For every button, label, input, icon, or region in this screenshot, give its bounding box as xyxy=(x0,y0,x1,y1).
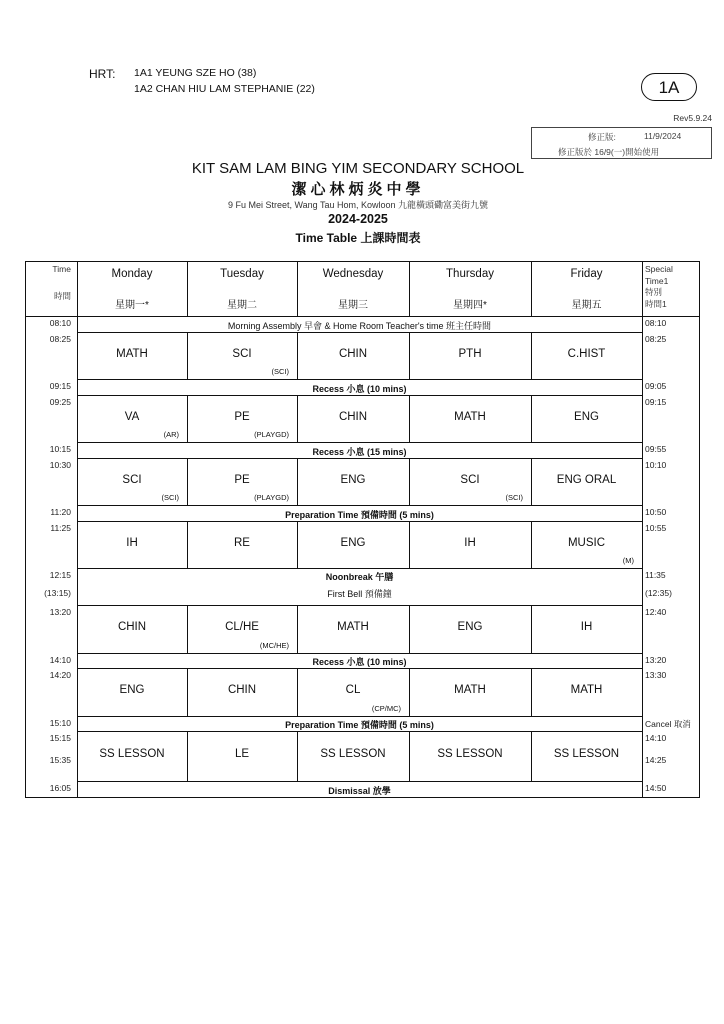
period-band: Recess 小息 (10 mins) xyxy=(312,383,407,394)
lesson-subject: PE xyxy=(234,410,250,423)
lesson-subject: SCI xyxy=(460,473,480,486)
row-divider xyxy=(77,605,642,606)
revision-box-label: 修正版: xyxy=(588,132,616,142)
school-year: 2024-2025 xyxy=(328,212,388,226)
time-header-en: Time xyxy=(52,264,71,274)
special-time: 12:40 xyxy=(645,607,667,617)
lesson-subject: ENG xyxy=(340,473,366,486)
period-band: Recess 小息 (10 mins) xyxy=(312,657,407,667)
row-divider xyxy=(77,781,642,782)
lesson-subject: CL xyxy=(345,684,361,696)
lesson-room: (PLAYGD) xyxy=(254,430,289,439)
start-time: 14:10 xyxy=(49,655,71,665)
lesson-time-2: 15:35 xyxy=(49,755,71,765)
lesson-subject: MATH xyxy=(454,410,486,423)
period-band: Morning Assembly 早會 & Home Room Teacher's time 班主任時間 xyxy=(227,320,492,331)
special-time: 13:20 xyxy=(645,655,667,665)
lesson-subject: MATH xyxy=(116,347,148,360)
lesson-room: (SCI) xyxy=(271,367,289,376)
special-time: 09:15 xyxy=(645,397,667,407)
row-divider xyxy=(77,716,642,717)
special-time: 10:10 xyxy=(645,460,667,470)
start-time: 08:25 xyxy=(49,334,71,344)
lesson-subject: MATH xyxy=(337,621,369,633)
lesson-room: (PLAYGD) xyxy=(254,493,289,502)
day-header-zh: 星期四* xyxy=(453,300,487,311)
header-divider xyxy=(25,316,77,317)
day-header-zh: 星期二 xyxy=(227,300,257,311)
special-time: 14:10 xyxy=(645,733,667,743)
start-time: 16:05 xyxy=(49,783,71,793)
lesson-subject: SS LESSON xyxy=(553,748,620,760)
row-divider xyxy=(77,379,642,380)
header-divider xyxy=(642,316,699,317)
lesson-subject: ENG xyxy=(457,621,483,633)
special-time-2: 14:25 xyxy=(645,755,667,765)
lesson-subject: SS LESSON xyxy=(437,748,503,760)
row-divider xyxy=(77,505,642,506)
start-time: 14:20 xyxy=(49,670,71,680)
special-time: Cancel 取消 xyxy=(645,719,691,729)
special-time: 10:55 xyxy=(645,523,667,533)
day-header-tuesday: Tuesday xyxy=(220,268,264,280)
lesson-subject: IH xyxy=(580,621,593,633)
lesson-subject: ENG xyxy=(340,536,366,549)
lesson-subject: IH xyxy=(464,536,476,549)
start-time: 11:20 xyxy=(50,507,71,517)
period-band: Dismissal 放學 xyxy=(328,785,391,796)
special-time: 13:30 xyxy=(645,670,667,680)
lesson-room: (MC/HE) xyxy=(259,641,289,650)
special-time: 11:35 xyxy=(645,570,666,580)
row-divider xyxy=(77,797,642,798)
school-address: 9 Fu Mei Street, Wang Tau Hom, Kowloon 九龍橫頭磡富美街九號 xyxy=(227,200,489,210)
revision-box-date: 11/9/2024 xyxy=(644,131,682,141)
special-time: 09:05 xyxy=(645,381,667,391)
day-header-zh: 星期五 xyxy=(571,300,602,311)
lesson-subject: RE xyxy=(234,536,250,549)
lesson-subject: SCI xyxy=(232,347,252,360)
start-time: 10:30 xyxy=(49,460,71,470)
hrt-teacher-2: 1A2 CHAN HIU LAM STEPHANIE (22) xyxy=(134,83,315,95)
lesson-room: (SCI) xyxy=(505,493,523,502)
lesson-subject: IH xyxy=(126,536,138,549)
start-time: 08:10 xyxy=(49,318,71,328)
hrt-label: HRT: xyxy=(89,67,116,81)
start-time: 09:25 xyxy=(49,397,71,407)
start-time: 10:15 xyxy=(49,444,71,454)
lesson-subject: CHIN xyxy=(117,621,147,633)
row-divider xyxy=(77,668,642,669)
lesson-subject: CHIN xyxy=(227,684,257,696)
lesson-subject: SCI xyxy=(122,473,142,486)
first-bell-band: First Bell 預備鐘 xyxy=(327,589,392,599)
lesson-subject: C.HIST xyxy=(567,347,606,360)
first-bell-special-time: (12:35) xyxy=(645,588,672,598)
special-time-header: Special xyxy=(645,264,673,274)
row-divider xyxy=(77,521,642,522)
time-header-zh: 時間 xyxy=(53,291,71,301)
special-time-header: Time1 xyxy=(645,275,669,286)
lesson-room: (CP/MC) xyxy=(371,704,401,713)
special-time-header: 時間1 xyxy=(645,298,667,309)
start-time: 15:10 xyxy=(49,718,71,728)
special-time: 09:55 xyxy=(645,444,667,454)
day-header-thursday: Thursday xyxy=(446,268,494,280)
lesson-subject: CL/HE xyxy=(225,621,259,633)
lesson-subject: CHIN xyxy=(338,347,368,360)
revision-box-effective: 修正版於 16/9(一)開始使用 xyxy=(558,147,660,157)
lesson-subject: LE xyxy=(234,748,250,760)
row-divider xyxy=(77,395,642,396)
first-bell-time: (13:15) xyxy=(44,588,71,598)
special-time: 08:25 xyxy=(645,334,667,344)
row-divider xyxy=(77,568,642,569)
lesson-subject: ENG xyxy=(119,684,145,696)
school-name-zh: 潔心林炳炎中學 xyxy=(291,181,425,198)
lesson-subject: CHIN xyxy=(338,410,368,423)
row-divider xyxy=(77,458,642,459)
special-time: 10:50 xyxy=(645,507,667,517)
day-header-wednesday: Wednesday xyxy=(322,268,384,280)
table-border-top xyxy=(25,261,700,262)
noonbreak-band: Noonbreak 午膳 xyxy=(325,572,394,582)
timetable-title: Time Table 上課時間表 xyxy=(295,231,421,245)
table-border-left xyxy=(25,261,26,797)
special-time-header: 特別 xyxy=(645,287,663,297)
start-time: 11:25 xyxy=(50,523,71,533)
lesson-subject: ENG ORAL xyxy=(556,473,617,486)
day-header-monday: Monday xyxy=(111,268,153,280)
lesson-room: (SCI) xyxy=(161,493,179,502)
lesson-room: (M) xyxy=(622,556,634,565)
lesson-subject: MUSIC xyxy=(567,536,606,549)
row-divider xyxy=(77,731,642,732)
lesson-subject: MATH xyxy=(570,684,603,696)
lesson-room: (AR) xyxy=(163,430,179,439)
hrt-teacher-1: 1A1 YEUNG SZE HO (38) xyxy=(134,67,257,79)
lesson-subject: ENG xyxy=(574,410,599,423)
period-band: Recess 小息 (15 mins) xyxy=(312,446,407,457)
period-band: Preparation Time 預備時間 (5 mins) xyxy=(285,720,434,730)
school-name-en: KIT SAM LAM BING YIM SECONDARY SCHOOL xyxy=(191,160,525,177)
class-badge: 1A xyxy=(641,73,697,101)
lesson-subject: PTH xyxy=(458,347,482,360)
start-time: 15:15 xyxy=(49,733,71,743)
day-header-zh: 星期一* xyxy=(115,300,149,311)
start-time: 12:15 xyxy=(49,570,71,580)
row-divider xyxy=(77,332,642,333)
lesson-subject: MATH xyxy=(454,684,486,696)
header-divider xyxy=(77,316,642,317)
special-time: 14:50 xyxy=(645,783,667,793)
day-header-zh: 星期三 xyxy=(338,300,368,311)
special-time: 08:10 xyxy=(645,318,667,328)
row-divider xyxy=(77,442,642,443)
day-header-friday: Friday xyxy=(570,268,603,280)
special-column-divider xyxy=(642,261,643,797)
revision-label: Rev5.9.24 xyxy=(673,113,712,123)
row-divider xyxy=(77,653,642,654)
lesson-subject: SS LESSON xyxy=(99,748,165,760)
start-time: 13:20 xyxy=(49,607,71,617)
lesson-subject: PE xyxy=(234,473,250,486)
period-band: Preparation Time 預備時間 (5 mins) xyxy=(285,509,434,520)
lesson-subject: VA xyxy=(124,410,140,423)
start-time: 09:15 xyxy=(49,381,71,391)
lesson-subject: SS LESSON xyxy=(320,748,386,760)
